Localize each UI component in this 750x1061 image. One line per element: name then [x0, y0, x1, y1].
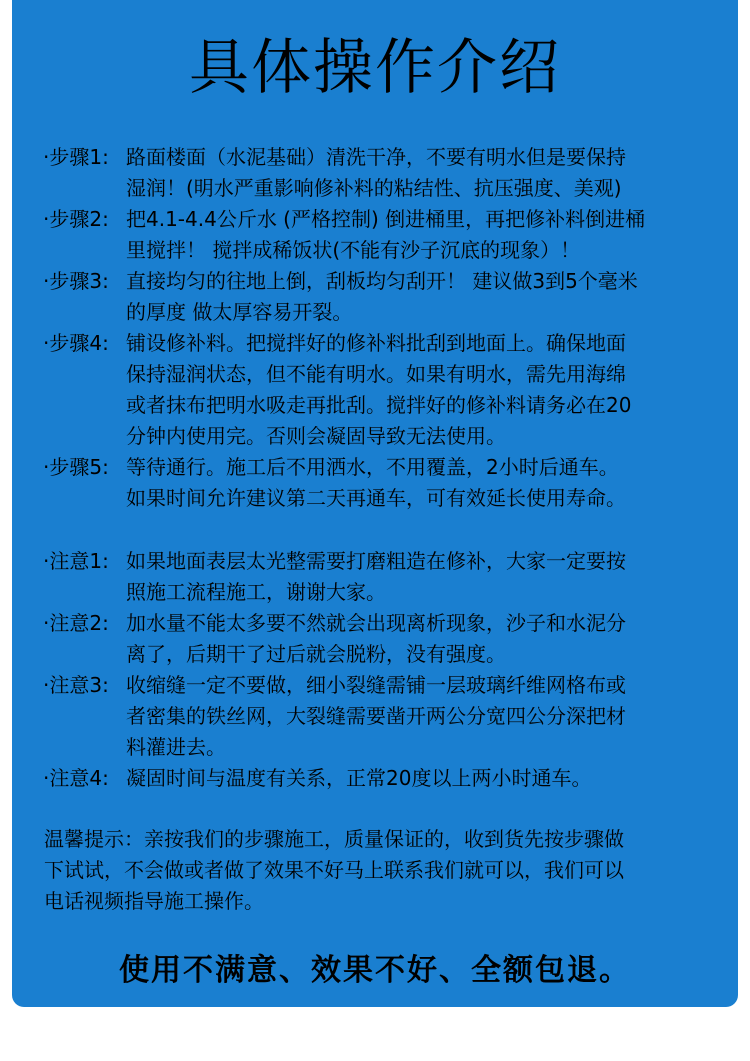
- step-label: ·步骤5:: [43, 455, 109, 479]
- list-item: [0, 546, 750, 608]
- note-label: ·注意3:: [43, 673, 109, 697]
- step-label: ·步骤1:: [43, 145, 109, 169]
- list-item: [0, 204, 750, 266]
- step-text: 直接均匀的往地上倒，刮板均匀刮开！ 建议做3到5个毫米 的厚度 做太厚容易开裂。: [126, 269, 638, 324]
- list-item: [0, 763, 750, 794]
- list-item: [0, 142, 750, 204]
- note-text: 收缩缝一定不要做，细小裂缝需铺一层玻璃纤维网格布或 者密集的铁丝网，大裂缝需要凿开两公分宽四公分深把材 料灌进去。: [126, 673, 626, 759]
- note-label: ·注意4:: [43, 766, 109, 790]
- note-text: 加水量不能太多要不然就会出现离析现象，沙子和水泥分 离了，后期干了过后就会脱粉，没有强度。: [126, 611, 626, 666]
- list-item: [0, 452, 750, 514]
- list-item: [0, 328, 750, 452]
- step-label: ·步骤3:: [43, 269, 109, 293]
- step-text: 等待通行。施工后不用洒水，不用覆盖，2小时后通车。 如果时间允许建议第二天再通车，可有效延长使用寿命。: [126, 455, 626, 510]
- step-label: ·步骤2:: [43, 207, 109, 231]
- step-text: 路面楼面（水泥基础）清洗干净，不要有明水但是要保持 湿润！(明水严重影响修补料的粘结性、抗压强度、美观): [126, 145, 626, 200]
- step-text: 把4.1-4.4公斤水 (严格控制) 倒进桶里，再把修补料倒进桶 里搅拌！ 搅拌成稀饭状(不能有沙子沉底的现象）！: [126, 207, 646, 262]
- list-item: [0, 608, 750, 670]
- step-label: ·步骤4:: [43, 331, 109, 355]
- note-label: ·注意1:: [43, 549, 109, 573]
- notes-list: [0, 546, 750, 794]
- note-label: ·注意2:: [43, 611, 109, 635]
- step-text: 铺设修补料。把搅拌好的修补料批刮到地面上。确保地面 保持湿润状态，但不能有明水。如果有明水，需先用海绵 或者抹布把明水吸走再批刮。搅拌好的修补料请务必在20 分钟内使用完。否则会凝固导致无法使用。: [126, 331, 632, 448]
- steps-list: [0, 142, 750, 514]
- page-title: 具体操作介绍: [189, 33, 561, 103]
- refund-slogan: 使用不满意、效果不好、全额包退。: [119, 953, 631, 988]
- note-text: 凝固时间与温度有关系，正常20度以上两小时通车。: [126, 766, 592, 790]
- warm-tip: 温馨提示：亲按我们的步骤施工，质量保证的，收到货先按步骤做 下试试，不会做或者做了效果不好马上联系我们就可以，我们可以 电话视频指导施工操作。: [44, 827, 624, 913]
- list-item: [0, 670, 750, 763]
- list-item: [0, 266, 750, 328]
- note-text: 如果地面表层太光整需要打磨粗造在修补，大家一定要按 照施工流程施工，谢谢大家。: [126, 549, 626, 604]
